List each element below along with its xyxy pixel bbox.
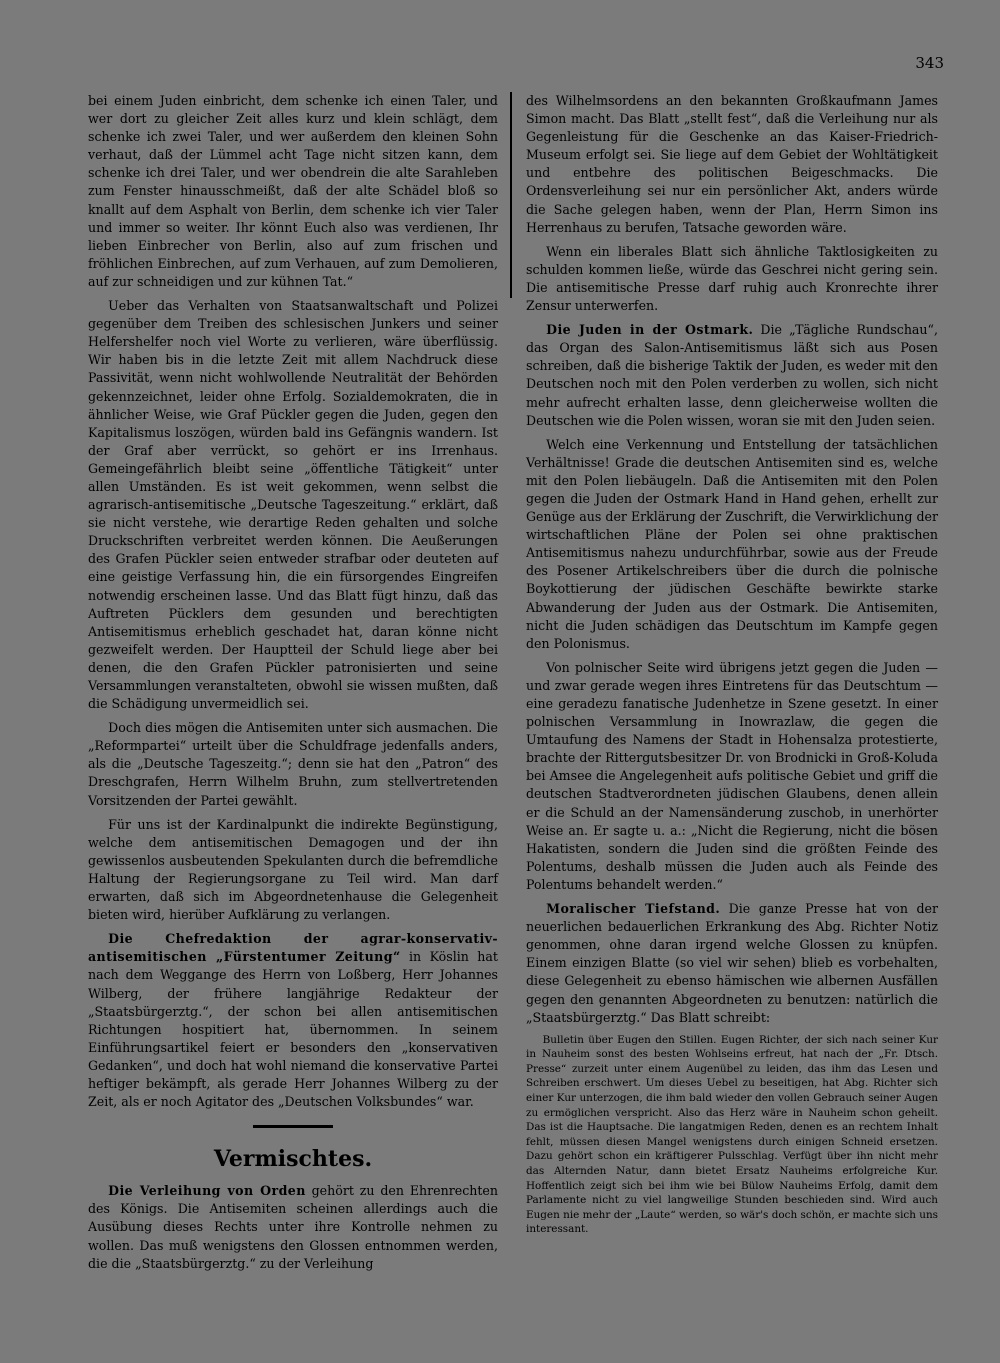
right-paragraph-3 [526, 321, 938, 430]
article-body-ostmark: Die „Tägliche Rundschau“, das Organ des Salon-Antisemitismus läßt sich aus Posen schreiben, daß die bisherige Taktik der Juden, es weder mit den Deutschen noch mit den Polen verderben zu wollen, sich nicht mehr aufrecht erhalten lasse, denn gleicherweise wollten die Deutschen wie die Polen wissen, woran sie mit den Juden seien. [526, 322, 938, 428]
page-number: 343 [915, 54, 944, 72]
article-body-tiefstand: Die ganze Presse hat von der neuerlichen bedauerlichen Erkrankung des Abg. Richter Notiz genommen, ohne daran irgend welche Glossen zu knüpfen. Einem einzigen Blatte (so viel wir sehen) blieb es vorbehalten, diese Gelegenheit zu ebenso hämischen wie albernen Ausfällen gegen den genannten Abgeordneten zu benutzen: natürlich die „Staatsbürgerztg.“ Das Blatt schreibt: [526, 901, 939, 1025]
left-column [88, 92, 498, 1279]
section-title: Vermischtes. [213, 1146, 373, 1173]
column-divider [510, 92, 512, 298]
article-heading-ostmark: Die Juden in der Ostmark. [546, 322, 754, 338]
left-paragraph-6 [88, 1182, 498, 1272]
left-paragraph-5 [88, 930, 498, 1111]
right-paragraph-6 [526, 900, 938, 1027]
left-paragraph-2: Ueber das Verhalten von Staatsanwaltschaft und Polizei gegenüber dem Treiben des schlesischen Junkers und seiner Helfershelfer noch viel Worte zu verlieren, wäre überflüssig. Wir haben bis in die letzte Zeit mit allem Nachdruck diese Passivität, wenn nicht wohlwollende Neutralität der Behörden gekennzeichnet, leider ohne Erfolg. Sozialdemokraten, die in ähnlicher Weise, wie Graf Pückler gegen die Juden, gegen den Kapitalismus loszögen, würden bald ins Gefängnis wandern. Ist der Graf aber verrückt, so gehört er ins Irrenhaus. Gemeingefährlich bleibt seine „öffentliche Tätigkeit“ unter allen Umständen. Es ist weit gekommen, wenn selbst die agrarisch-antisemitische „Deutsche Tageszeitung.“ erklärt, daß sie nicht verstehe, wie derartige Reden gehalten und solche Druckschriften verbreitet werden können. Die Aeußerungen des Grafen Pückler seien entweder strafbar oder deuteten auf eine geistige Verfassung hin, die ein fürsorgendes Eingreifen notwendig erscheinen lasse. Und das Blatt fügt hinzu, daß das Auftreten Pücklers dem gesunden und berechtigten Antisemitismus erheblich geschadet hat, daran könne nicht gezweifelt werden. Der Hauptteil der Schuld liege aber bei denen, die den Grafen Pückler patronisierten und seine Versammlungen veranstalteten, obwohl sie wissen mußten, daß die Schädigung unvermeidlich sei. [88, 298, 498, 712]
right-paragraph-2: Wenn ein liberales Blatt sich ähnliche Taktlosigkeiten zu schulden kommen ließe, würde das Geschrei nicht gering sein. Die antisemitische Presse darf ruhig auch Kronrechte ihrer Zensur unterwerfen. [526, 243, 938, 314]
article-heading-orden: Die Verleihung von Orden [108, 1183, 306, 1199]
right-column [526, 92, 938, 1237]
right-paragraph-5: Von polnischer Seite wird übrigens jetzt gegen die Juden — und zwar gerade wegen ihres Eintretens für das Deutschtum — eine geradezu fanatische Judenhetze in Szene gesetzt. In einer polnischen Versammlung in Inowrazlaw, die gegen die Umtaufung des Namens der Stadt in Hohensalza protestierte, brachte der Rittergutsbesitzer Dr. von Brodnicki in Groß-Koluda bei Amsee die Angelegenheit aufs politische Gebiet und griff die deutschen Stadtverordneten jüdischen Glaubens, denen allein er die Schuld an der Namensänderung zuschob, in unerhörter Weise an. Er sagte u. a.: „Nicht die Regierung, nicht die bösen Hakatisten, sondern die Juden sind die größten Feinde des Polentums, deshalb müssen die Juden auch als Feinde des Polentums behandelt werden.“ [526, 659, 938, 892]
quoted-bulletin: Bulletin über Eugen den Stillen. Eugen Richter, der sich nach seiner Kur in Nauheim sonst des besten Wohlseins erfreut, hat nach der „Fr. Dtsch. Presse“ zurzeit unter einem Augenübel zu leiden, das ihm das Lesen und Schreiben erschwert. Um dieses Uebel zu beseitigen, hat Abg. Richter sich einer Kur unterzogen, die ihm bald wieder den vollen Gebrauch seiner Augen zu ermöglichen verspricht. Also das Herz wäre in Nauheim schon geheilt. Das ist die Hauptsache. Die langatmigen Reden, denen es an rechtem Inhalt fehlt, müssen diesen Mangel wenigstens durch einigen Schneid ersetzen. Dazu gehört schon ein kräftigerer Pulsschlag. Verfügt über ihn nicht mehr das Alternden Natur, dann bietet Ersatz Nauheims erfolgreiche Kur. Hoffentlich zeigt sich bei ihm wie bei Bülow Nauheims Erfolg, damit dem Parlamente nicht zu viel langweilige Stunden beschieden sind. Wird auch Eugen nie mehr der „Laute“ werden, so wär's doch schön, er machte sich uns interessant. [526, 1033, 938, 1236]
left-paragraph-4: Für uns ist der Kardinalpunkt die indirekte Begünstigung, welche dem antisemitischen Demagogen und der ihn gewissenlos ausbeutenden Spekulanten durch die befremdliche Haltung der Regierungsorgane zu Teil wird. Man darf erwarten, daß sich im Abgeordnetenhause die Gelegenheit bieten wird, hierüber Aufklärung zu verlangen. [88, 816, 498, 923]
article-body-orden: gehört zu den Ehrenrechten des Königs. Die Antisemiten scheinen allerdings auch die Ausübung dieses Rechts unter ihre Kontrolle nehmen zu wollen. Das muß wenigstens den Glossen entnommen werden, die die „Staatsbürgerztg.“ zu der Verleihung [88, 1183, 498, 1271]
section-divider-rule [253, 1125, 333, 1128]
left-paragraph-1: bei einem Juden einbricht, dem schenke ich einen Taler, und wer dort zu gleicher Zeit alles kurz und klein schlägt, dem schenke ich zwei Taler, und wer außerdem den kleinen Sohn verhaut, daß der Lümmel acht Tage nicht sitzen kann, dem schenke ich drei Taler, und wer obendrein die alte Sarahleben zum Fenster hinausschmeißt, daß der alte Schädel bloß so knallt auf dem Asphalt von Berlin, dem schenke ich vier Taler und immer so weiter. Ihr könnt Euch also was verdienen, Ihr lieben Einbrecher von Berlin, also auf zum frischen und fröhlichen Einbrechen, auf zum Verhauen, auf zum Demolieren, auf zur schneidigen und zur kühnen Tat.“ [88, 93, 498, 289]
left-paragraph-3: Doch dies mögen die Antisemiten unter sich ausmachen. Die „Reformpartei“ urteilt über die Schuldfrage jedenfalls anders, als die „Deutsche Tageszeitg.“; denn sie hat den „Patron“ des Dreschgrafen, Herrn Wilhelm Bruhn, zum stellvertretenden Vorsitzenden der Partei gewählt. [88, 720, 498, 808]
article-heading-tiefstand: Moralischer Tiefstand. [546, 901, 721, 917]
article-body-chefredaktion: in Köslin hat nach dem Weggange des Herrn von Loßberg, Herr Johannes Wilberg, der frühere langjährige Redakteur der „Staatsbürgerztg.“, der schon bei allen antisemitischen Richtungen hospitiert hat, übernommen. In seinem Einführungsartikel feiert er besonders den „konservativen Gedanken“, und doch hat wohl niemand die konservative Partei heftiger bekämpft, als gerade Herr Johannes Wilberg zu der Zeit, als er noch Agitator des „Deutschen Volksbundes“ war. [88, 949, 498, 1110]
right-paragraph-1: des Wilhelmsordens an den bekannten Großkaufmann James Simon macht. Das Blatt „stellt fest“, daß die Verleihung nur als Gegenleistung für die Geschenke an das Kaiser-Friedrich-Museum erfolgt sei. Sie liege auf dem Gebiet der Wohltätigkeit und entbehre des politischen Beigeschmacks. Die Ordensverleihung sei nur ein persönlicher Akt, anders würde die Sache gelegen haben, wenn der Plan, Herrn Simon ins Herrenhaus zu berufen, Tatsache geworden wäre. [526, 93, 938, 235]
right-paragraph-4: Welch eine Verkennung und Entstellung der tatsächlichen Verhältnisse! Grade die deutschen Antisemiten sind es, welche mit den Polen liebäugeln. Daß die Antisemiten mit den Polen gegen die Juden der Ostmark Hand in Hand gehen, erhellt zur Genüge aus der Erklärung der Zuschrift, die Verwirklichung der wirtschaftlichen Pläne der Polen sei ohne praktischen Antisemitismus nahezu undurchführbar, sowie aus der Freude des Posener Artikelschreibers über die durch die polnische Boykottierung der jüdischen Geschäfte bewirkte starke Abwanderung der Juden aus der Ostmark. Die Antisemiten, nicht die Juden schädigen das Deutschtum im Kampfe gegen den Polonismus. [526, 436, 938, 651]
article-heading-chefredaktion: Die Chefredaktion der agrar-konservativ-antisemitischen „Fürstentumer Zeitung“ [88, 931, 498, 965]
